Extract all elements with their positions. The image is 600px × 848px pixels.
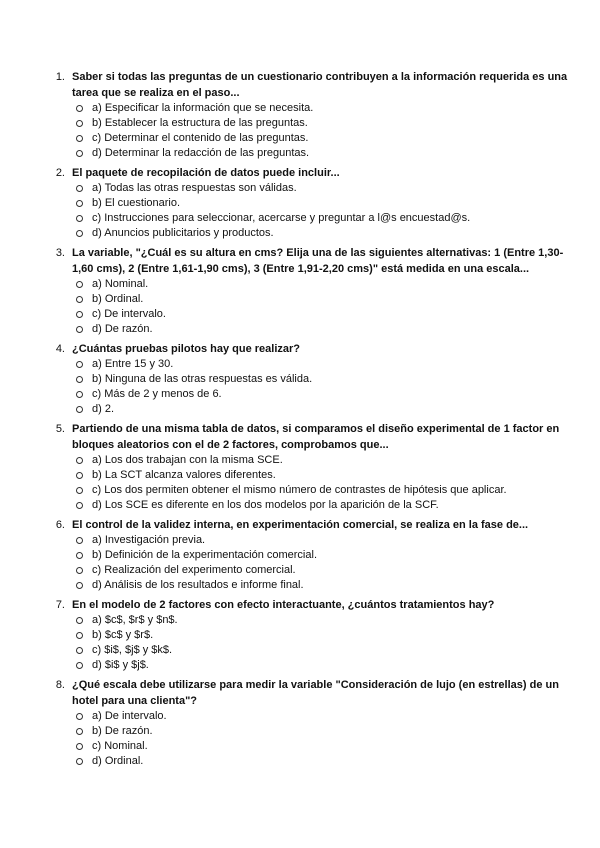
hollow-bullet-icon: [76, 487, 83, 494]
answer-options: [0, 277, 600, 337]
answer-option: [92, 739, 600, 754]
answer-option-text: d) Determinar la redacción de las preguntas.: [92, 147, 310, 159]
hollow-bullet-icon: [76, 391, 83, 398]
hollow-bullet-icon: [76, 361, 83, 368]
hollow-bullet-icon: [76, 617, 83, 624]
question-item: [0, 418, 600, 513]
question-item: [0, 674, 600, 769]
question-item: [0, 162, 600, 241]
answer-option: [92, 613, 600, 628]
answer-option: [92, 146, 600, 161]
answer-option: [92, 131, 600, 146]
hollow-bullet-icon: [76, 230, 83, 237]
answer-options: [0, 101, 600, 161]
question-item: [0, 594, 600, 673]
hollow-bullet-icon: [76, 150, 83, 157]
question-number: 2.: [55, 167, 65, 179]
answer-option-text: d) Los SCE es diferente en los dos modelos por la aparición de la SCF.: [92, 499, 439, 511]
answer-option: [92, 483, 600, 498]
answer-option-text: d) $i$ y $j$.: [92, 659, 149, 671]
answer-options: [0, 533, 600, 593]
question-text: ¿Qué escala debe utilizarse para medir la variable "Consideración de lujo (en estrellas) de un hotel para una clienta"?: [72, 679, 559, 707]
answer-option-text: a) Investigación previa.: [92, 534, 206, 546]
hollow-bullet-icon: [76, 296, 83, 303]
question-item: [0, 514, 600, 593]
answer-option-text: c) Nominal.: [92, 740, 148, 752]
answer-option: [92, 226, 600, 241]
answer-option: [92, 628, 600, 643]
question-list: [0, 66, 600, 770]
answer-option: [92, 357, 600, 372]
hollow-bullet-icon: [76, 567, 83, 574]
hollow-bullet-icon: [76, 376, 83, 383]
answer-option-text: a) $c$, $r$ y $n$.: [92, 614, 178, 626]
answer-option-text: a) Nominal.: [92, 278, 149, 290]
hollow-bullet-icon: [76, 105, 83, 112]
question-text: Saber si todas las preguntas de un cuestionario contribuyen a la información requerida es una tarea que se realiza en el paso...: [72, 71, 568, 99]
answer-option: [92, 468, 600, 483]
answer-option-text: c) Determinar el contenido de las preguntas.: [92, 132, 309, 144]
hollow-bullet-icon: [76, 502, 83, 509]
hollow-bullet-icon: [76, 662, 83, 669]
answer-option: [92, 116, 600, 131]
question-number: 6.: [55, 519, 65, 531]
question-number: 1.: [55, 71, 65, 83]
answer-option: [92, 453, 600, 468]
answer-option-text: b) Definición de la experimentación comercial.: [92, 549, 317, 561]
answer-option: [92, 709, 600, 724]
answer-option-text: a) De intervalo.: [92, 710, 167, 722]
answer-option: [92, 498, 600, 513]
answer-option: [92, 724, 600, 739]
answer-option-text: a) Todas las otras respuestas son válidas.: [92, 182, 297, 194]
answer-option-text: c) Instrucciones para seleccionar, acercarse y preguntar a l@s encuestad@s.: [92, 212, 471, 224]
answer-option: [92, 292, 600, 307]
answer-option-text: d) 2.: [92, 403, 115, 415]
answer-option-text: c) $i$, $j$ y $k$.: [92, 644, 173, 656]
answer-option: [92, 322, 600, 337]
hollow-bullet-icon: [76, 200, 83, 207]
question-number: 5.: [55, 423, 65, 435]
question-text: Partiendo de una misma tabla de datos, si comparamos el diseño experimental de 1 factor en bloques aleatorios con el de 2 factores, comprobamos que...: [72, 423, 560, 451]
answer-options: [0, 357, 600, 417]
answer-option: [92, 643, 600, 658]
answer-option: [92, 578, 600, 593]
answer-option-text: d) Anuncios publicitarios y productos.: [92, 227, 274, 239]
question-text: La variable, "¿Cuál es su altura en cms? Elija una de las siguientes alternativas: 1 (Entre 1,30-1,60 cms), 2 (Entre 1,61-1,90 cms), 3 (Entre 1,91-2,20 cms)" está medida en una escala...: [72, 247, 564, 275]
hollow-bullet-icon: [76, 120, 83, 127]
answer-option: [92, 533, 600, 548]
hollow-bullet-icon: [76, 472, 83, 479]
answer-option-text: c) De intervalo.: [92, 308, 166, 320]
answer-option: [92, 754, 600, 769]
question-number: 4.: [55, 343, 65, 355]
question-item: [0, 66, 600, 161]
question-text: ¿Cuántas pruebas pilotos hay que realizar?: [72, 343, 300, 355]
question-text: En el modelo de 2 factores con efecto interactuante, ¿cuántos tratamientos hay?: [72, 599, 495, 611]
answer-option-text: b) Ordinal.: [92, 293, 144, 305]
answer-option: [92, 196, 600, 211]
answer-option: [92, 402, 600, 417]
answer-options: [0, 709, 600, 769]
answer-option: [92, 307, 600, 322]
answer-option-text: b) Ninguna de las otras respuestas es válida.: [92, 373, 313, 385]
hollow-bullet-icon: [76, 743, 83, 750]
answer-option: [92, 372, 600, 387]
hollow-bullet-icon: [76, 135, 83, 142]
hollow-bullet-icon: [76, 647, 83, 654]
answer-option: [92, 181, 600, 196]
question-number: 8.: [55, 679, 65, 691]
answer-option-text: a) Los dos trabajan con la misma SCE.: [92, 454, 283, 466]
answer-option-text: b) $c$ y $r$.: [92, 629, 154, 641]
hollow-bullet-icon: [76, 537, 83, 544]
hollow-bullet-icon: [76, 281, 83, 288]
answer-option: [92, 563, 600, 578]
hollow-bullet-icon: [76, 457, 83, 464]
hollow-bullet-icon: [76, 185, 83, 192]
answer-option-text: d) Análisis de los resultados e informe final.: [92, 579, 304, 591]
answer-option-text: c) Los dos permiten obtener el mismo número de contrastes de hipótesis que aplicar.: [92, 484, 507, 496]
hollow-bullet-icon: [76, 326, 83, 333]
answer-option: [92, 387, 600, 402]
hollow-bullet-icon: [76, 582, 83, 589]
answer-option-text: b) El cuestionario.: [92, 197, 181, 209]
question-item: [0, 338, 600, 417]
question-text: El control de la validez interna, en experimentación comercial, se realiza en la fase de...: [72, 519, 529, 531]
hollow-bullet-icon: [76, 406, 83, 413]
answer-option: [92, 211, 600, 226]
question-number: 3.: [55, 247, 65, 259]
answer-options: [0, 453, 600, 513]
hollow-bullet-icon: [76, 758, 83, 765]
question-number: 7.: [55, 599, 65, 611]
answer-option-text: d) De razón.: [92, 323, 153, 335]
answer-option: [92, 101, 600, 116]
answer-options: [0, 613, 600, 673]
answer-option-text: c) Más de 2 y menos de 6.: [92, 388, 222, 400]
answer-option-text: a) Especificar la información que se necesita.: [92, 102, 314, 114]
answer-option-text: a) Entre 15 y 30.: [92, 358, 174, 370]
hollow-bullet-icon: [76, 632, 83, 639]
answer-option-text: b) De razón.: [92, 725, 153, 737]
answer-option-text: c) Realización del experimento comercial.: [92, 564, 296, 576]
hollow-bullet-icon: [76, 215, 83, 222]
hollow-bullet-icon: [76, 728, 83, 735]
answer-option-text: d) Ordinal.: [92, 755, 144, 767]
question-item: [0, 242, 600, 337]
hollow-bullet-icon: [76, 552, 83, 559]
hollow-bullet-icon: [76, 713, 83, 720]
answer-option-text: b) La SCT alcanza valores diferentes.: [92, 469, 276, 481]
answer-options: [0, 181, 600, 241]
answer-option: [92, 277, 600, 292]
answer-option: [92, 548, 600, 563]
answer-option-text: b) Establecer la estructura de las preguntas.: [92, 117, 308, 129]
question-text: El paquete de recopilación de datos puede incluir...: [72, 167, 340, 179]
answer-option: [92, 658, 600, 673]
hollow-bullet-icon: [76, 311, 83, 318]
